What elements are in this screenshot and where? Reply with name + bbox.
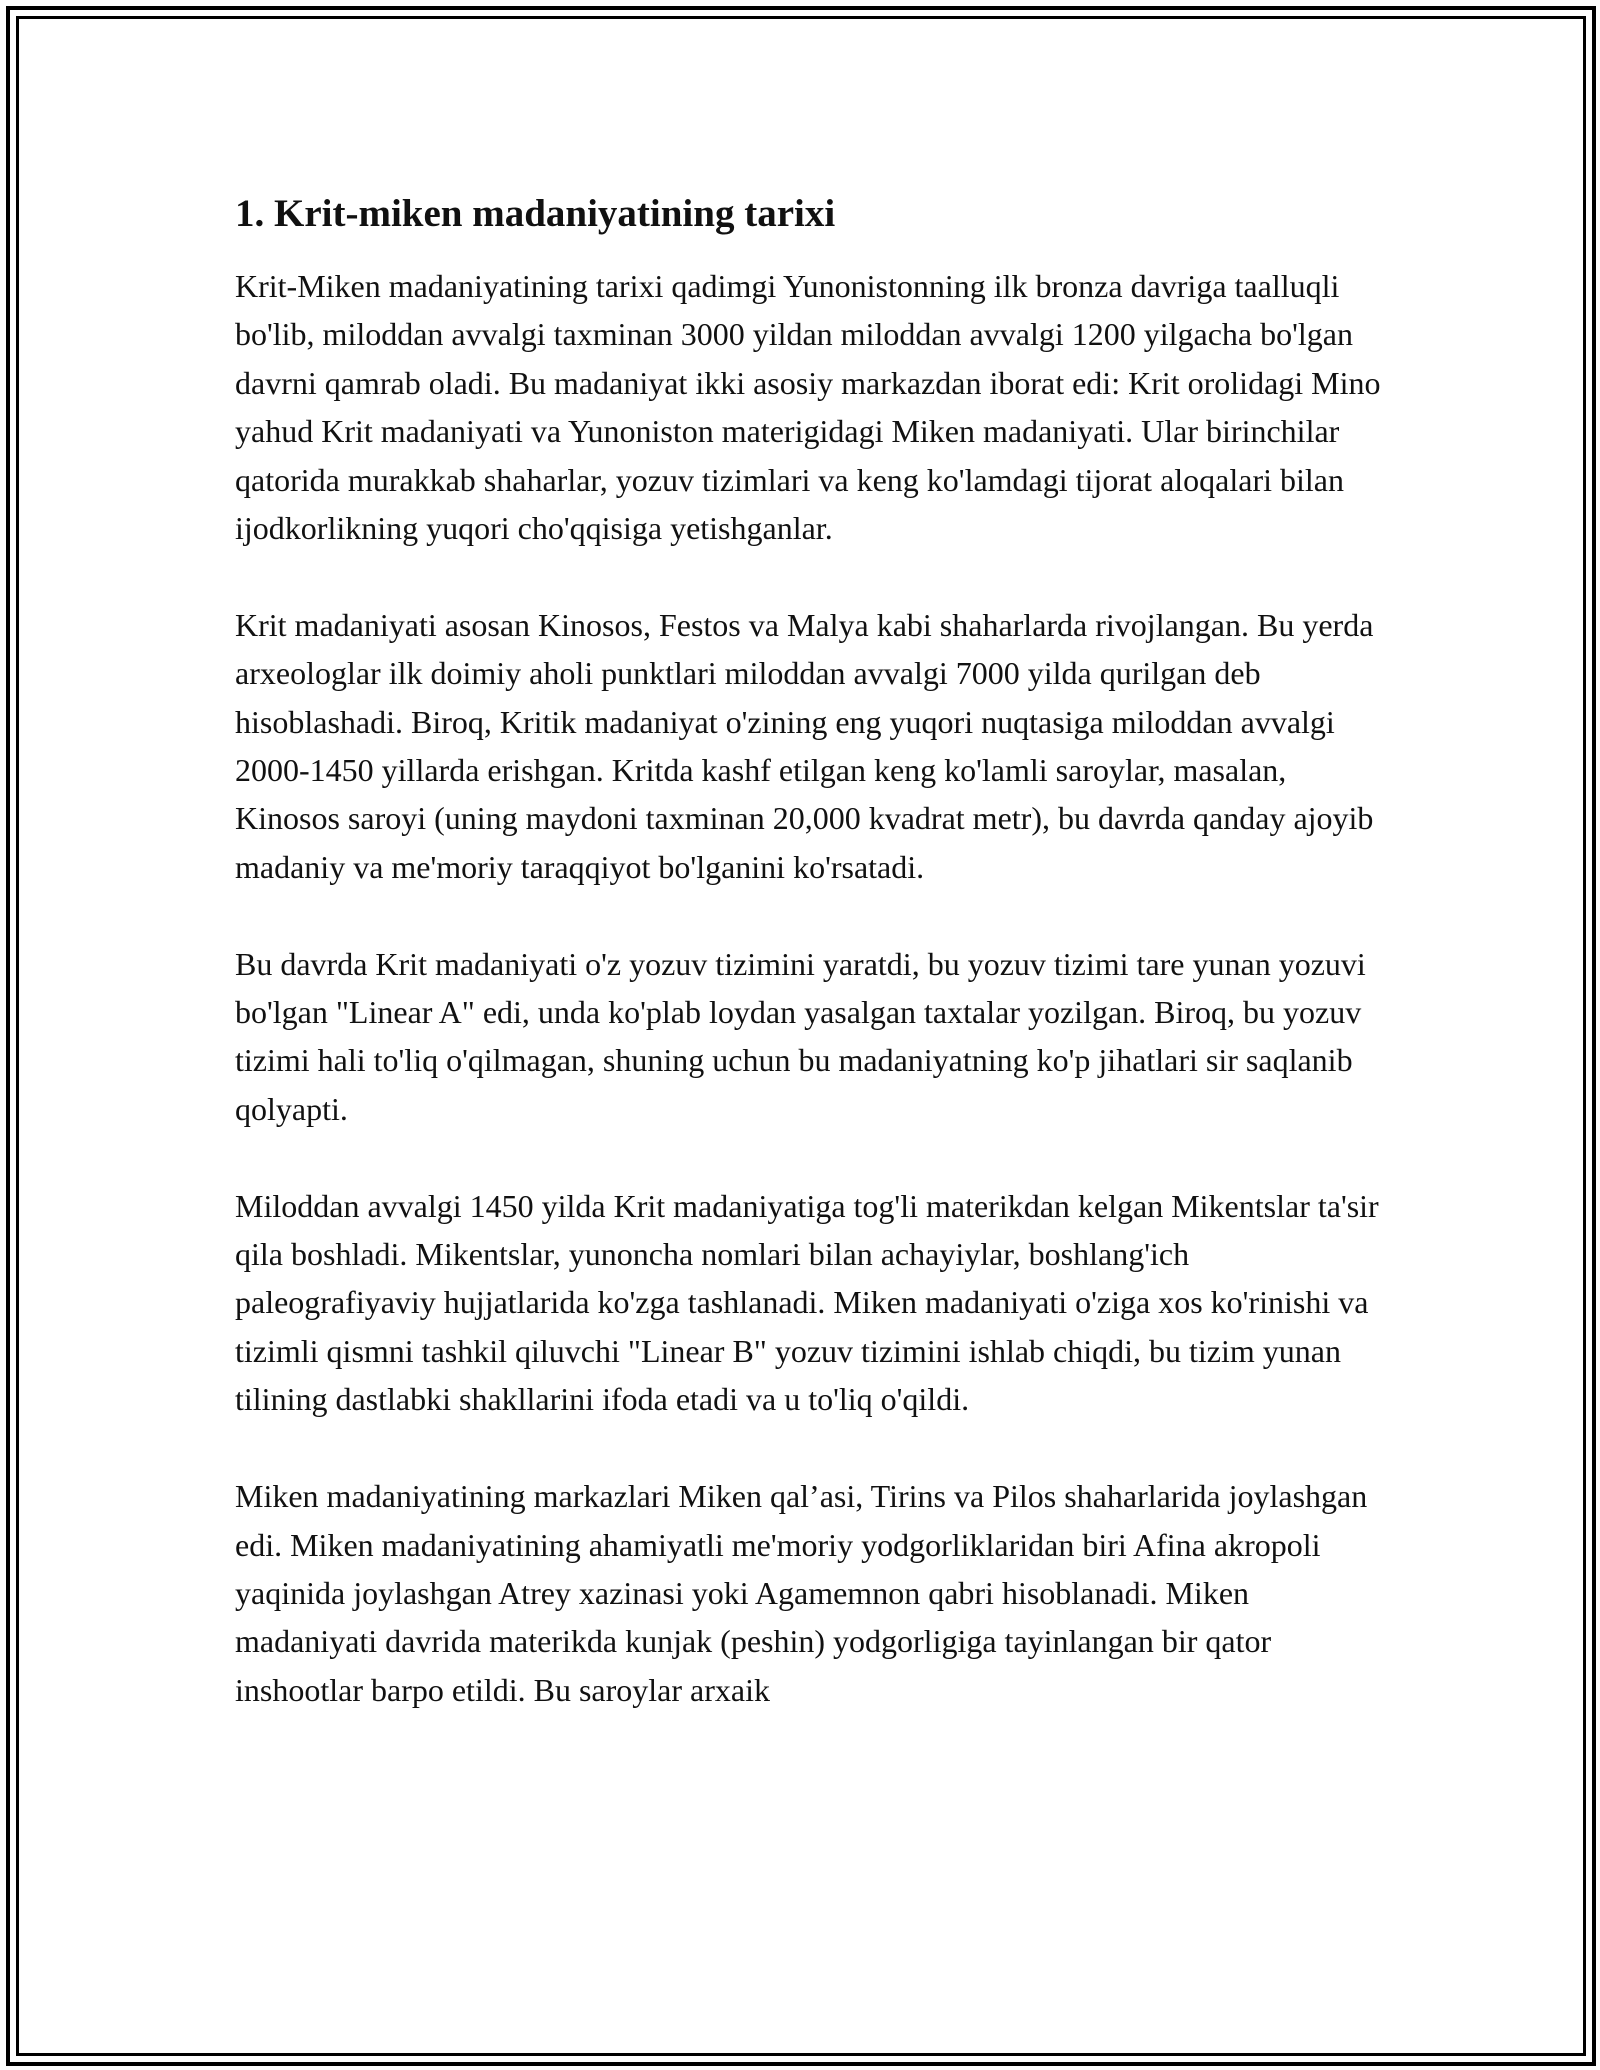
section-heading: 1. Krit-miken madaniyatining tarixi (235, 192, 836, 235)
paragraph-linear-a: Bu davrda Krit madaniyati o'z yozuv tizimini yaratdi, bu yozuv tizimi tare yunan yozuvi bo'lgan "Linear A" edi, unda ko'plab loydan yasalgan taxtalar yozilgan. Biroq, bu yozuv tizimi hali to'liq o'qilmagan, shuning uchun bu madaniyatning ko'p jihatlari sir saqlanib qolyapti. (235, 945, 1366, 1127)
paragraph-crete-culture: Krit madaniyati asosan Kinosos, Festos va Malya kabi shaharlarda rivojlangan. Bu yerda arxeologlar ilk doimiy aholi punktlari miloddan avvalgi 7000 yilda qurilgan deb hisoblashadi. Biroq, Kritik madaniyat o'zining eng yuqori nuqtasiga miloddan avvalgi 2000-1450 yillarda erishgan. Kritda kashf etilgan keng ko'lamli saroylar, masalan, Kinosos saroyi (uning maydoni taxminan 20,000 kvadrat metr), bu davrda qanday ajoyib madaniy va me'moriy taraqqiyot bo'lganini ko'rsatadi. (235, 606, 1374, 885)
paragraph-intro: Krit-Miken madaniyatining tarixi qadimgi Yunonistonning ilk bronza davriga taalluqli bo'lib, miloddan avvalgi taxminan 3000 yildan miloddan avvalgi 1200 yilgacha bo'lgan davrni qamrab oladi. Bu madaniyat ikki asosiy markazdan iborat edi: Krit orolidagi Mino yahud Krit madaniyati va Yunoniston materigidagi Miken madaniyati. Ular birinchilar qatorida murakkab shaharlar, yozuv tizimlari va keng ko'lamdagi tijorat aloqalari bilan ijodkorlikning yuqori cho'qqisiga yetishganlar. (235, 268, 1381, 547)
paragraph-mycenaean-centers: Miken madaniyatining markazlari Miken qal’asi, Tirins va Pilos shaharlarida joylashgan edi. Miken madaniyatining ahamiyatli me'moriy yodgorliklaridan biri Afina akropoli yaqinida joylashgan Atrey xazinasi yoki Agamemnon qabri hisoblanadi. Miken madaniyati davrida materikda kunjak (peshin) yodgorligiga tayinlangan bir qator inshootlar barpo etildi. Bu saroylar arxaik (235, 1478, 1368, 1708)
document-body (235, 186, 1395, 1714)
paragraph-mycenaeans: Miloddan avvalgi 1450 yilda Krit madaniyatiga tog'li materikdan kelgan Mikentslar ta'sir qila boshladi. Mikentslar, yunoncha nomlari bilan achayiylar, boshlang'ich paleografiyaviy hujjatlarida ko'zga tashlanadi. Miken madaniyati o'ziga xos ko'rinishi va tizimli qismni tashkil qiluvchi "Linear B" yozuv tizimini ishlab chiqdi, bu tizim yunan tilining dastlabki shakllarini ifoda etadi va u to'liq o'qildi. (235, 1187, 1379, 1418)
